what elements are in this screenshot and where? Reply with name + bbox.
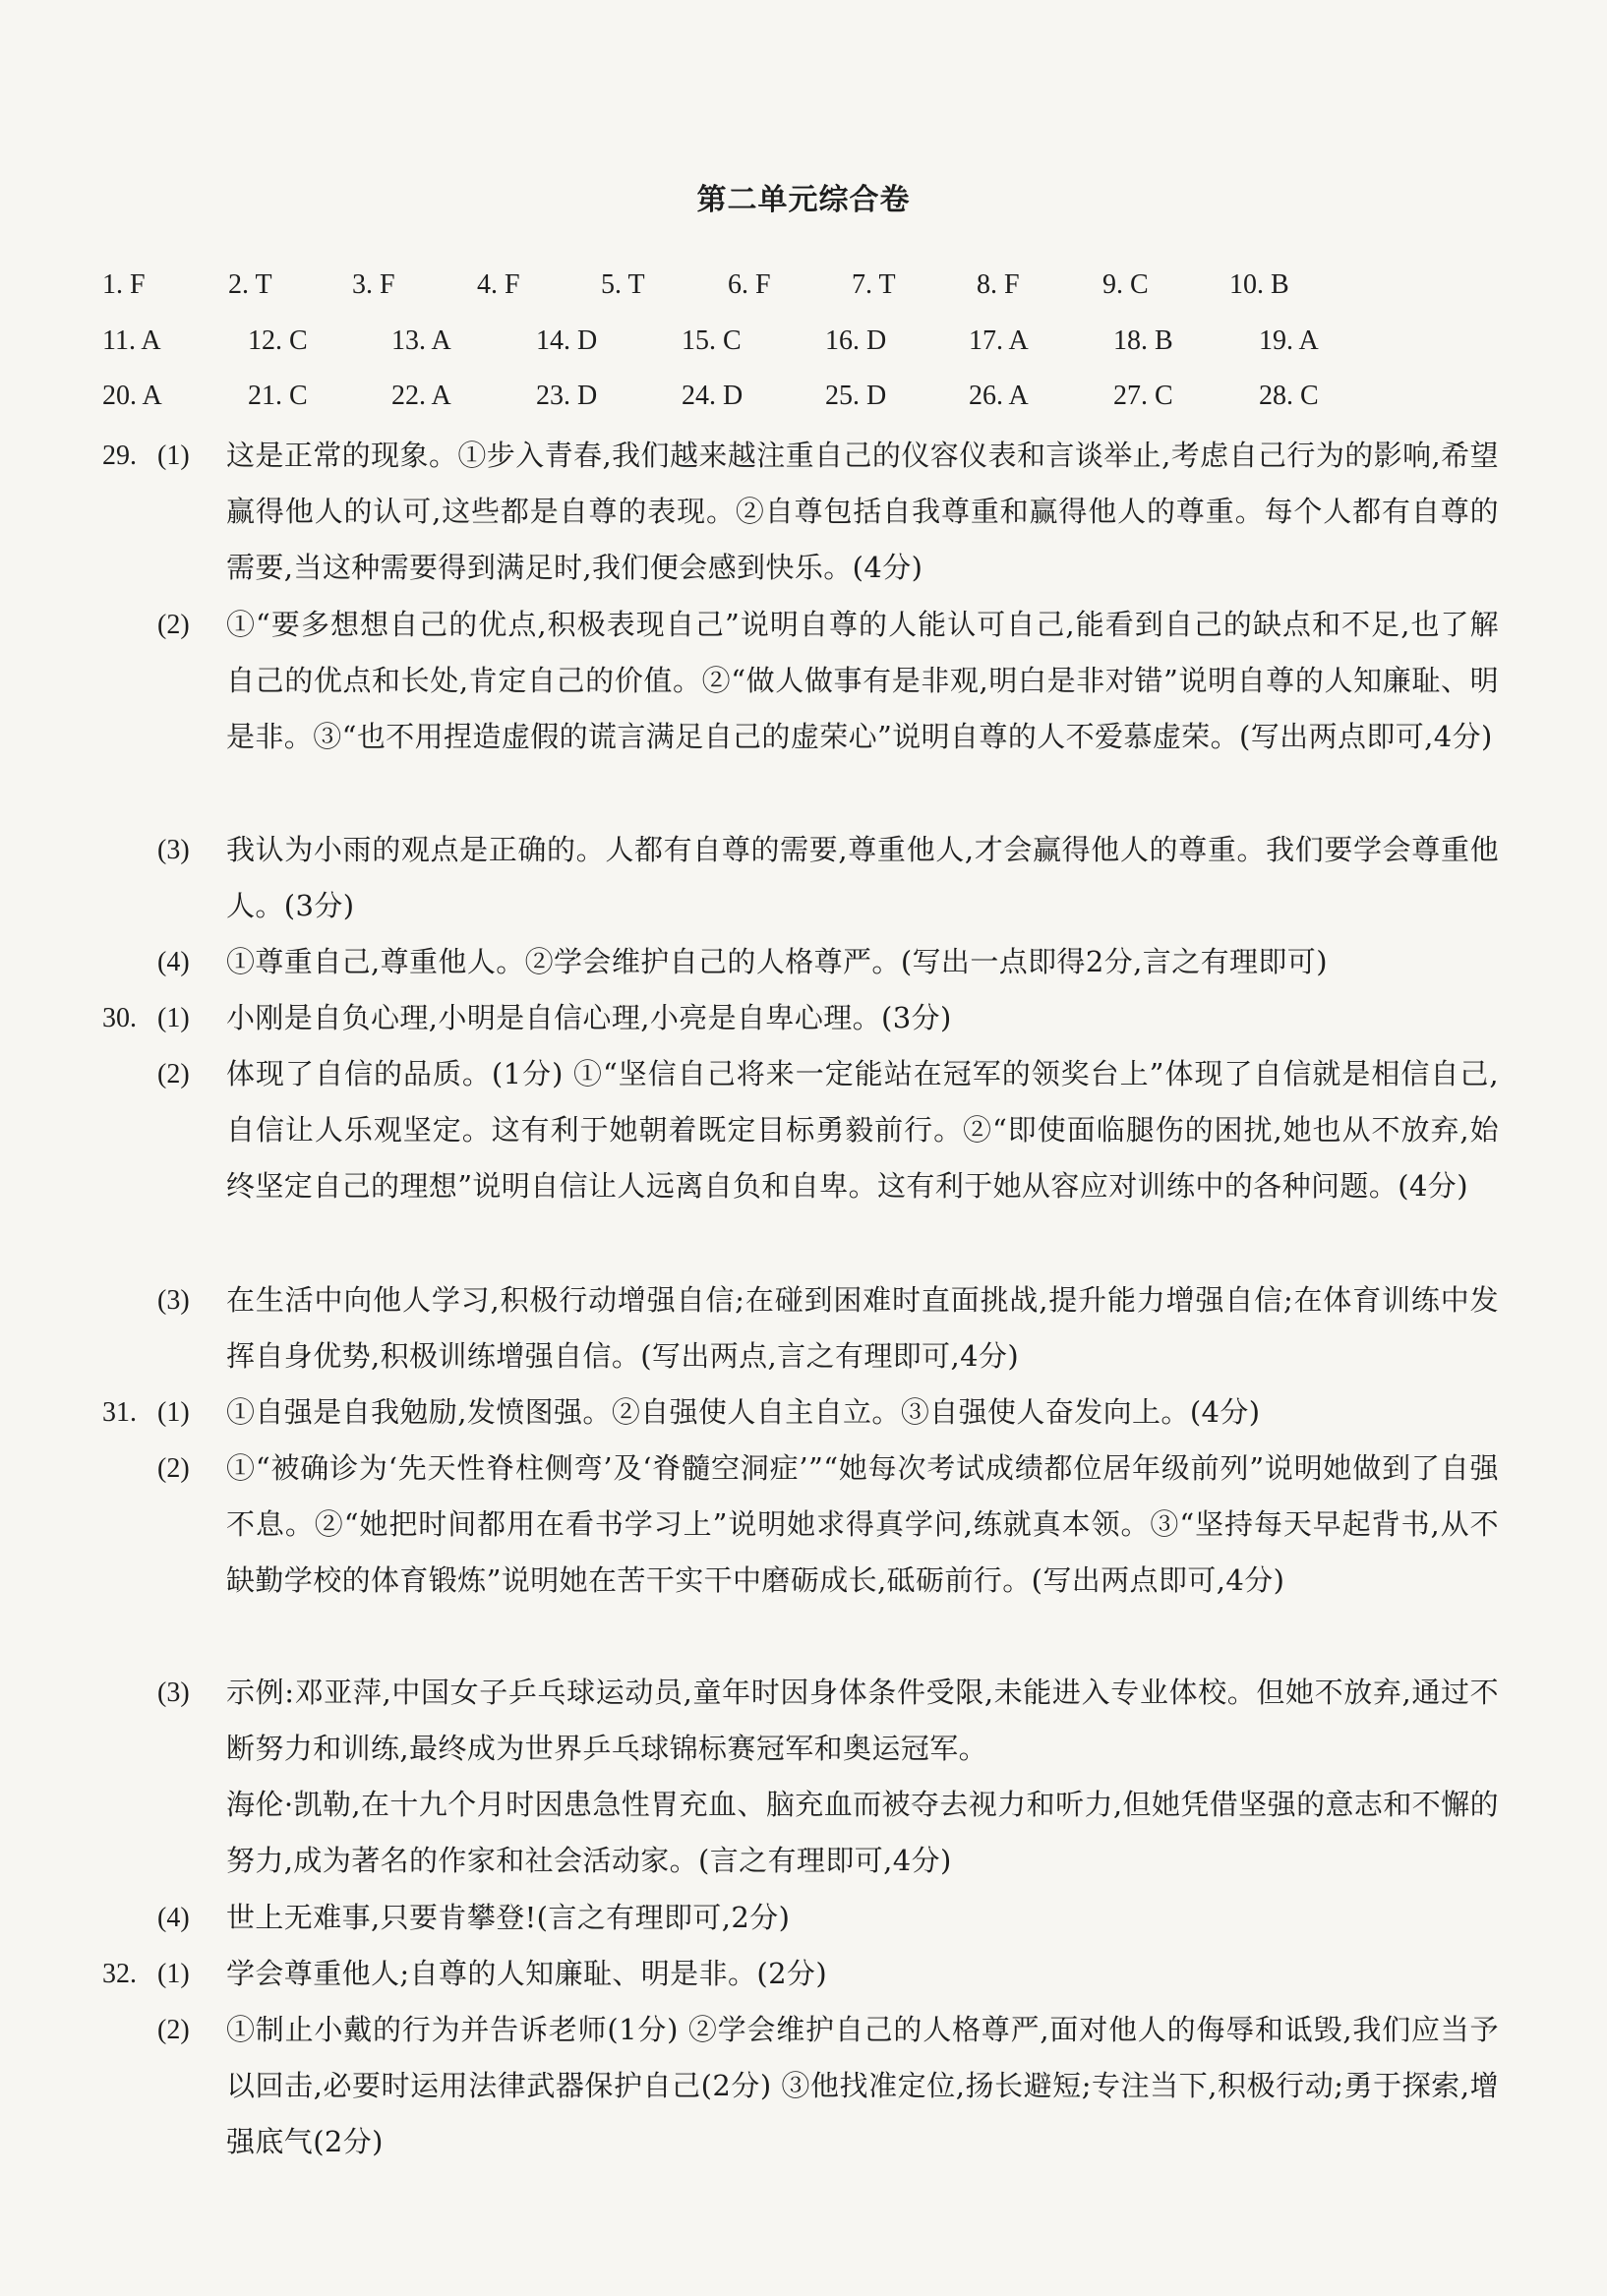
- part-label: (2): [157, 1059, 190, 1089]
- choice-answer: 18. B: [1113, 325, 1173, 356]
- part-answer-text: 这是正常的现象。①步入青春,我们越来越注重自己的仪容仪表和言谈举止,考虑自己行为的影响,希望赢得他人的认可,这些都是自尊的表现。②自尊包括自我尊重和赢得他人的尊重。每个人都有自尊的需要,当这种需要得到满足时,我们便会感到快乐。(4分): [226, 439, 1499, 584]
- part-answer-text: 示例:邓亚萍,中国女子乒乓球运动员,童年时因身体条件受限,未能进入专业体校。但她不放弃,通过不断努力和训练,最终成为世界乒乓球锦标赛冠军和奥运冠军。: [226, 1676, 1499, 1765]
- choice-answer: 2. T: [228, 269, 272, 300]
- part-answer-text: 学会尊重他人;自尊的人知廉耻、明是非。(2分): [226, 1957, 828, 1990]
- choice-answer: 20. A: [102, 381, 162, 411]
- choice-answer: 27. C: [1113, 381, 1173, 411]
- choice-row-3: [0, 377, 1607, 416]
- choice-answer: 13. A: [391, 325, 451, 356]
- choice-answer: 21. C: [248, 381, 308, 411]
- part-answer-text: 世上无难事,只要肯攀登!(言之有理即可,2分): [226, 1901, 791, 1934]
- choice-answer: 1. F: [102, 269, 146, 300]
- question-number-29: 29.: [102, 441, 137, 471]
- part-label: (4): [157, 1903, 190, 1933]
- choice-answer: 6. F: [728, 269, 771, 300]
- choice-answer: 22. A: [391, 381, 451, 411]
- part-label: (1): [157, 1003, 190, 1033]
- choice-answer: 11. A: [102, 325, 161, 356]
- choice-answer: 4. F: [477, 269, 520, 300]
- choice-answer: 12. C: [248, 325, 308, 356]
- part-answer-text: 小刚是自负心理,小明是自信心理,小亮是自卑心理。(3分): [226, 1001, 952, 1034]
- question-number-32: 32.: [102, 1959, 137, 1989]
- part-answer-text: 体现了自信的品质。(1分) ①“坚信自己将来一定能站在冠军的领奖台上”体现了自信就是相信自己,自信让人乐观坚定。这有利于她朝着既定目标勇毅前行。②“即使面临腿伤的困扰,她也从不放弃,始终坚定自己的理想”说明自信让人远离自负和自卑。这有利于她从容应对训练中的各种问题。(4分): [226, 1057, 1499, 1203]
- choice-answer: 10. B: [1229, 269, 1289, 300]
- part-label: (3): [157, 835, 190, 865]
- part-label: (3): [157, 1678, 190, 1708]
- choice-answer: 17. A: [969, 325, 1029, 356]
- part-label: (2): [157, 1453, 190, 1484]
- choice-answer: 14. D: [536, 325, 598, 356]
- part-label: (1): [157, 1397, 190, 1428]
- part-answer-text: ①“被确诊为‘先天性脊柱侧弯’及‘脊髓空洞症’”“她每次考试成绩都位居年级前列”说明她做到了自强不息。②“她把时间都用在看书学习上”说明她求得真学问,练就真本领。③“坚持每天早起背书,从不缺勤学校的体育锻炼”说明她在苦干实干中磨砺成长,砥砺前行。(写出两点即可,4分): [226, 1451, 1499, 1597]
- question-number-31: 31.: [102, 1397, 137, 1428]
- choice-answer: 5. T: [601, 269, 645, 300]
- part-answer-block: [226, 1665, 1499, 1889]
- choice-answer: 9. C: [1102, 269, 1149, 300]
- part-label: (4): [157, 947, 190, 977]
- choice-row-1: [0, 265, 1607, 305]
- part-label: (1): [157, 441, 190, 471]
- question-number-30: 30.: [102, 1003, 137, 1033]
- choice-answer: 23. D: [536, 381, 598, 411]
- part-answer-text-continued: 海伦·凯勒,在十九个月时因患急性胃充血、脑充血而被夺去视力和听力,但她凭借坚强的意志和不懈的努力,成为著名的作家和社会活动家。(言之有理即可,4分): [226, 1788, 1499, 1877]
- part-answer-text: ①“要多想想自己的优点,积极表现自己”说明自尊的人能认可自己,能看到自己的缺点和不足,也了解自己的优点和长处,肯定自己的价值。②“做人做事有是非观,明白是非对错”说明自尊的人知廉耻、明是非。③“也不用捏造虚假的谎言满足自己的虚荣心”说明自尊的人不爱慕虚荣。(写出两点即可,4分): [226, 608, 1499, 753]
- part-answer-text: 我认为小雨的观点是正确的。人都有自尊的需要,尊重他人,才会赢得他人的尊重。我们要学会尊重他人。(3分): [226, 833, 1499, 922]
- choice-answer: 8. F: [977, 269, 1020, 300]
- page-title: 第二单元综合卷: [696, 183, 911, 217]
- part-answer-text: ①自强是自我勉励,发愤图强。②自强使人自主自立。③自强使人奋发向上。(4分): [226, 1395, 1261, 1429]
- choice-answer: 16. D: [825, 325, 887, 356]
- part-answer-text: ①尊重自己,尊重他人。②学会维护自己的人格尊严。(写出一点即得2分,言之有理即可): [226, 945, 1328, 978]
- choice-answer: 28. C: [1259, 381, 1319, 411]
- part-answer-text: ①制止小戴的行为并告诉老师(1分) ②学会维护自己的人格尊严,面对他人的侮辱和诋毁,我们应当予以回击,必要时运用法律武器保护自己(2分) ③他找准定位,扬长避短;专注当下,积极行动;勇于探索,增强底气(2分): [226, 2013, 1499, 2158]
- choice-answer: 7. T: [852, 269, 896, 300]
- choice-answer: 26. A: [969, 381, 1029, 411]
- part-label: (2): [157, 2015, 190, 2045]
- choice-answer: 15. C: [682, 325, 742, 356]
- choice-answer: 25. D: [825, 381, 887, 411]
- choice-answer: 24. D: [682, 381, 744, 411]
- part-label: (3): [157, 1285, 190, 1316]
- part-label: (1): [157, 1959, 190, 1989]
- choice-answer: 19. A: [1259, 325, 1319, 356]
- choice-answer: 3. F: [352, 269, 395, 300]
- part-label: (2): [157, 610, 190, 640]
- part-answer-text: 在生活中向他人学习,积极行动增强自信;在碰到困难时直面挑战,提升能力增强自信;在体育训练中发挥自身优势,积极训练增强自信。(写出两点,言之有理即可,4分): [226, 1283, 1499, 1373]
- choice-row-2: [0, 322, 1607, 361]
